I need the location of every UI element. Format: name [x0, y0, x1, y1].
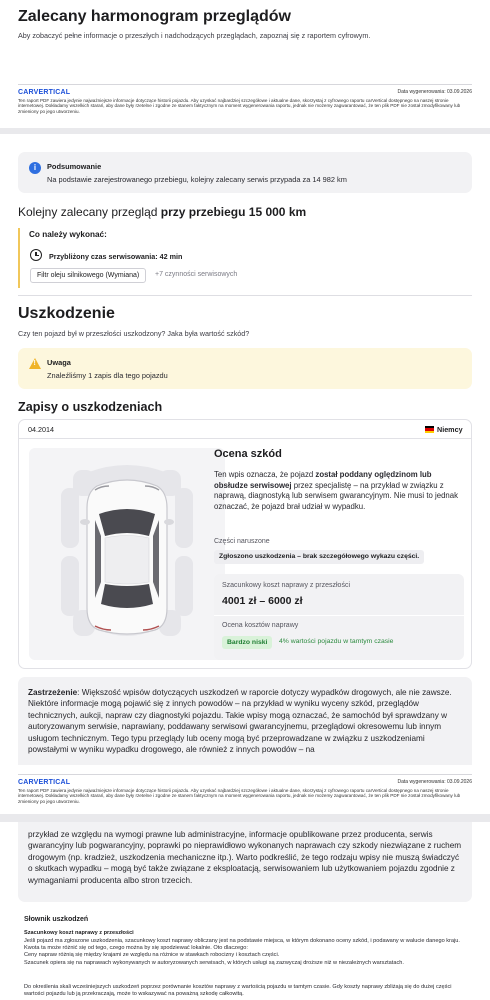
damage-question: Czy ten pojazd był w przeszłości uszkodzony? Jaka była wartość szkód? [18, 329, 250, 338]
todo-block [18, 228, 472, 288]
car-damage-diagram [29, 448, 225, 660]
summary-text: Na podstawie zarejestrowanego przebiegu, kolejny zalecany serwis przypada za 14 982 km [47, 175, 347, 184]
clock-icon [30, 249, 42, 261]
todo-title: Co należy wykonać: [29, 230, 107, 239]
record-date: 04.2014 [28, 425, 54, 434]
flag-stripe [425, 431, 434, 433]
affected-parts-label: Części naruszone [214, 538, 270, 545]
disclaimer-box [18, 677, 472, 765]
disclaimer-continued-text: przykład ze względu na wymogi prawne lub administracyjne, informacje opublikowane przez producenta, serwis gwarancyjny lub pogwarancyjny, poprawki po nieprawidłowo wykonanych naprawach czy szkody niezwiązane z ruchem drogowym (np. kradzież, uszkodzenia mechaniczne itp.). Warto podkreślić, że tego rodzaju wpisy nie muszą świadczyć o skutkach wypadku – mogą być także związane z eksploatacją, serwisowaniem lub użytkowaniem pojazdu zgodnie z wymaganiami producenta albo stron trzecich. [28, 830, 462, 885]
damage-assessment-text: Ten wpis oznacza, że pojazd został poddany oględzinom lub obsłudze serwisowej przez specjalistę – na przykład w związku z naprawą, diagnostyką lub serwisem gwarancyjnym. Nie musi to jednak oznaczać, że pojazd brał udział w wypadku. [214, 470, 458, 511]
section-title-service-schedule: Zalecany harmonogram przeglądów [18, 8, 291, 25]
summary-box [18, 152, 472, 193]
disclaimer-continued-box [18, 822, 472, 902]
more-tasks-link[interactable]: +7 czynności serwisowych [155, 271, 238, 278]
glossary-term: Szacunkowy koszt naprawy z przeszłości [24, 930, 134, 936]
repair-cost-box [214, 574, 464, 660]
repair-cost-value: 4001 zł – 6000 zł [222, 595, 303, 607]
report-page-1 [0, 0, 490, 128]
report-page-3 [0, 822, 490, 1000]
generation-date: Data wygenerowania: 03.09.2026 [397, 779, 472, 785]
damage-title: Uszkodzenie [18, 305, 115, 322]
report-page-2 [0, 134, 490, 814]
info-icon: i [29, 162, 41, 174]
card-header-divider [19, 438, 471, 439]
carvertical-logo: CARVERTICAL [18, 89, 71, 96]
service-time: Przybliżony czas serwisowania: 42 min [49, 252, 183, 261]
summary-title: Podsumowanie [47, 162, 102, 171]
disclaimer-text: Zastrzeżenie: Większość wpisów dotyczących uszkodzeń w raporcie dotyczy wypadków drogowych, ale nie zawsze. Niektóre informacje mogą pojawić się z innych powodów – na przykład w wyniku wyceny szkód, przeglądów technicznych, aukcji, napraw czy diagnostyki pojazdu. Takie wpisy mogą oznaczać, że samochód był sprawdzany w autoryzowanym serwisie, naprawiany, poddawany serwisowi gwarancyjnemu, przeglądowi okresowemu lub innym usługom technicznym. Tego typu przeglądy lub oceny mogą być przeprowadzane w związku z uszkodzeniami powstałymi w wyniku wypadku drogowego, ale również z innych powodów – na [28, 688, 452, 755]
service-task-chip: Filtr oleju silnikowego (Wymiana) [30, 268, 146, 283]
glossary-text: Jeśli pojazd ma zgłoszone uszkodzenia, szacunkowy koszt naprawy obliczany jest na podstawie miejsca, w którym dokonano oceny szkód, i podawany w walucie danego kraju. Kwota ta może różnić się od tego, czego można by się spodziewać lokalnie. Oto dlaczego: Ceny napraw różnią się między krajami ze względu na różnice w stawkach robocizny i kosztach części. Szacunek opiera się na naprawach wykonywanych w autoryzowanych serwisach, w których usługi są zazwyczaj droższe niż w niezależnych warsztatach. [24, 938, 460, 966]
next-service-mileage: przy przebiegu 15 000 km [160, 205, 307, 219]
car-top-view-icon [29, 448, 225, 660]
carvertical-logo: CARVERTICAL [18, 779, 71, 786]
germany-flag-icon [425, 426, 434, 433]
damage-records-title: Zapisy o uszkodzeniach [18, 400, 163, 414]
warning-icon: ! [29, 358, 41, 369]
next-service-label: Kolejny zalecany przegląd [18, 205, 158, 219]
repair-cost-label: Szacunkowy koszt naprawy z przeszłości [222, 582, 350, 589]
page-footer [18, 84, 472, 114]
repair-rating-label: Ocena kosztów naprawy [222, 622, 299, 629]
warning-box [18, 348, 472, 389]
repair-rating-percent: 4% wartości pojazdu w tamtym czasie [279, 638, 394, 645]
glossary-title: Słownik uszkodzeń [24, 916, 89, 923]
record-country: Niemcy [437, 425, 463, 434]
damage-record-card [18, 419, 472, 669]
warning-title: Uwaga [47, 358, 71, 367]
repair-rating-badge: Bardzo niski [222, 636, 272, 649]
page-footer [18, 774, 472, 804]
section-divider [18, 295, 472, 296]
glossary-text-2: Do określenia skali wcześniejszych uszkodzeń poprzez porównanie kosztów naprawy z wartością pojazdu w tamtym czasie. Gdy koszty naprawy zbliżają się do dużej części wartości pojazdu lub ją przekraczają, może to wskazywać na poważną szkodę całkowitą. [24, 984, 452, 998]
cost-divider [214, 615, 464, 616]
section-subtitle: Aby zobaczyć pełne informacje o przeszłych i nadchodzących przeglądach, zapoznaj się z raportem cyfrowym. [18, 31, 371, 40]
damage-assessment-title: Ocena szkód [214, 448, 282, 460]
affected-parts-value: Zgłoszono uszkodzenia – brak szczegółowego wykazu części. [214, 550, 424, 564]
next-service-heading [18, 205, 306, 219]
generation-date: Data wygenerowania: 03.09.2026 [397, 89, 472, 95]
footer-disclaimer: Ten raport PDF zawiera jedynie najważniejsze informacje dotyczące historii pojazdu. Aby uzyskać najbardziej szczegółowe i aktualne dane, skorzystaj z cyfrowego raportu carVertical dostępnego na naszej stronie internetowej. Dokładamy wszelkich starań, aby dane były rzetelne i zgodne ze stanem faktycznym na moment wygenerowania raportu, jednak nie możemy zagwarantować, że ten plik PDF nie został zmodyfikowany lub zmieniony po jego utworzeniu. [18, 788, 461, 804]
warning-text: Znaleźliśmy 1 zapis dla tego pojazdu [47, 371, 168, 380]
footer-disclaimer: Ten raport PDF zawiera jedynie najważniejsze informacje dotyczące historii pojazdu. Aby uzyskać najbardziej szczegółowe i aktualne dane, skorzystaj z cyfrowego raportu carVertical dostępnego na naszej stronie internetowej. Dokładamy wszelkich starań, aby dane były rzetelne i zgodne ze stanem faktycznym na moment wygenerowania raportu, jednak nie możemy zagwarantować, że ten plik PDF nie został zmodyfikowany lub zmieniony po jego utworzeniu. [18, 98, 461, 114]
